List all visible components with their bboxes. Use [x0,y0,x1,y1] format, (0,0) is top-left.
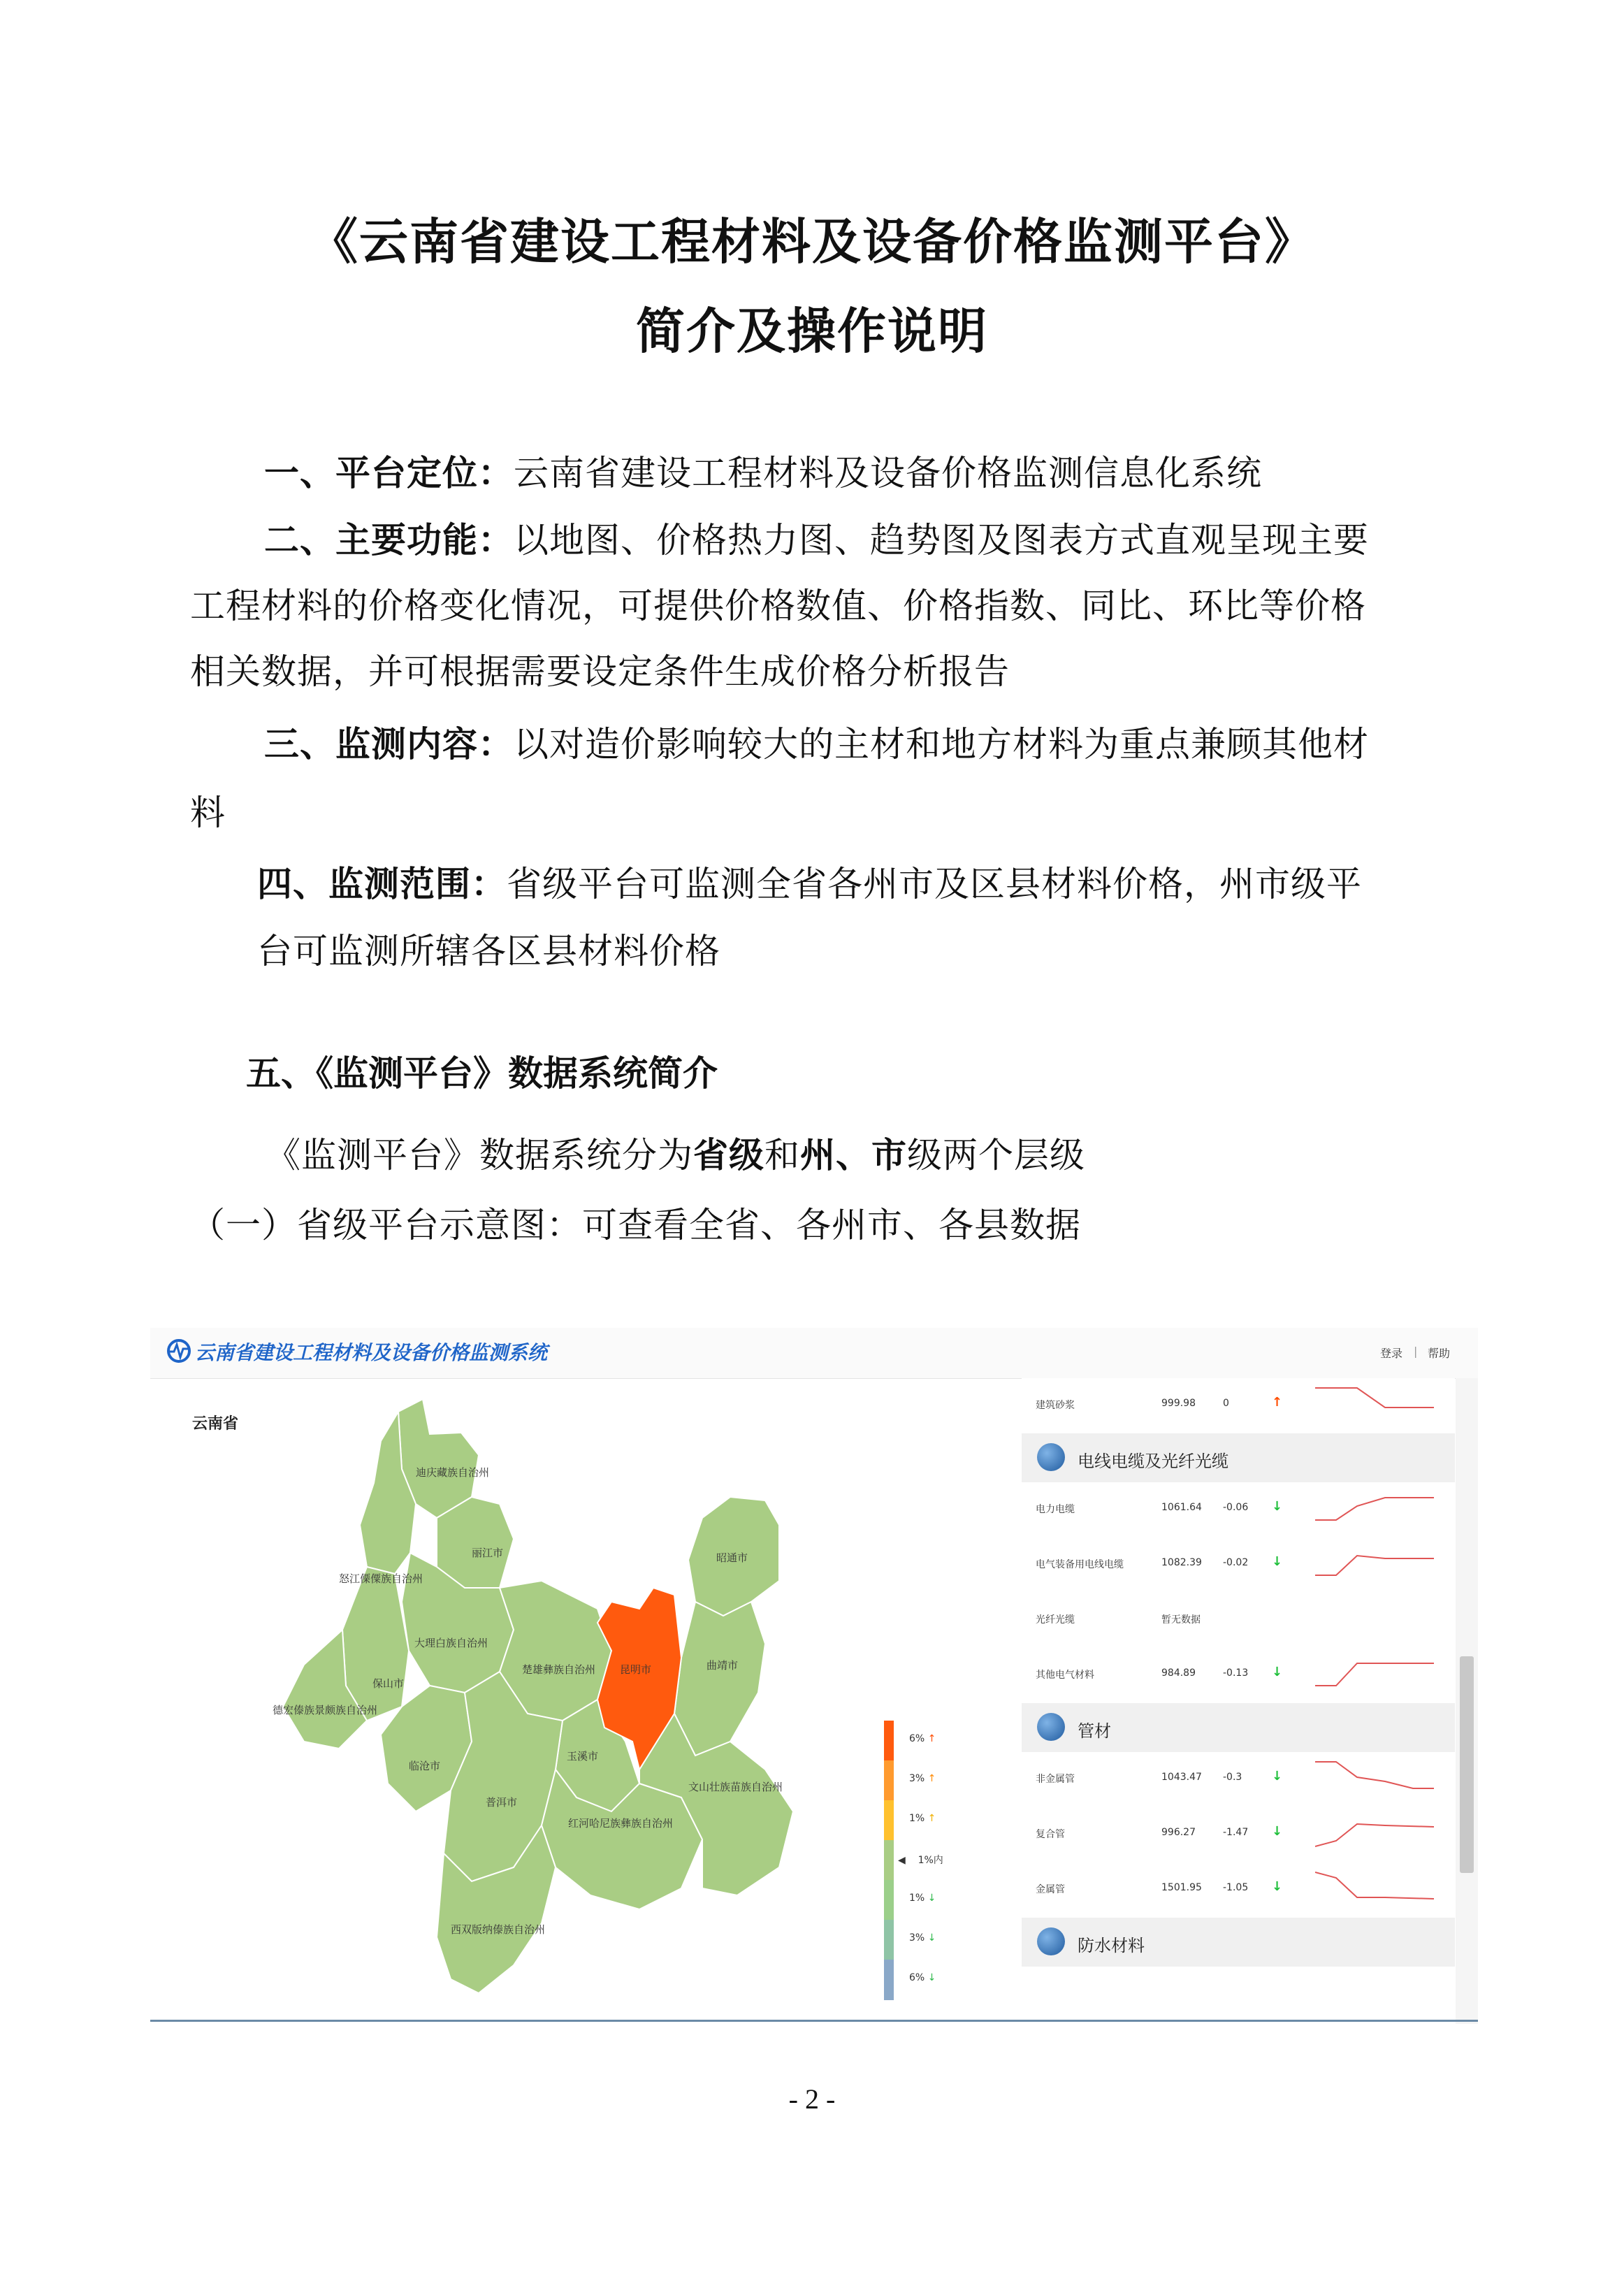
category-pipe[interactable]: 管材 [1022,1703,1455,1752]
emphasis: 省级 [693,1135,764,1175]
region-label: 昭通市 [716,1551,748,1564]
trend-sparkline [1315,1488,1441,1530]
trend-sparkline [1315,1813,1441,1855]
para-text: 相关数据，并可根据需要设定条件生成价格分析报告 [190,651,1010,692]
legend-label: 3% ↑ [909,1773,936,1784]
screenshot-bottom-rule [150,2020,1478,2022]
list-item[interactable]: 非金属管 1043.47 -0.3 ↓ [1022,1752,1455,1807]
down-arrow-icon: ↓ [1272,1499,1283,1514]
region-label: 怒江傈僳族自治州 [339,1572,423,1585]
region-lijiang [437,1497,514,1588]
region-label: 普洱市 [486,1796,518,1809]
region-label: 临沧市 [409,1760,441,1772]
para-functions [264,520,1369,560]
list-item[interactable]: 复合管 996.27 -1.47 ↓ [1022,1807,1455,1862]
section-heading-5: 五、《监测平台》数据系统简介 [246,1053,718,1094]
trend-sparkline [1315,1758,1441,1800]
map-panel [150,1378,1017,2024]
platform-screenshot [150,1328,1478,2024]
para-text: 工程材料的价格变化情况，可提供价格数值、价格指数、同比、环比等价格 [190,586,1366,626]
list-item[interactable]: 建筑砂浆 999.98 0 ↑ [1022,1378,1455,1433]
region-label: 楚雄彝族自治州 [522,1663,596,1676]
region-label: 西双版纳傣族自治州 [451,1923,546,1936]
trend-sparkline [1315,1868,1441,1910]
down-arrow-icon: ↓ [1272,1554,1283,1569]
region-label: 迪庆藏族自治州 [416,1466,490,1479]
region-label: 大理白族自治州 [414,1637,488,1649]
legend-label: 6% ↑ [909,1733,936,1744]
legend-label: 1% ↑ [909,1813,936,1824]
region-label: 曲靖市 [706,1659,739,1672]
page-number: - 2 - [788,2083,836,2115]
province-name: 云南省 [192,1415,239,1433]
para-text: 台可监测所辖各区县材料价格 [257,931,720,971]
para-heading: 二、主要功能： [264,520,514,560]
material-list-panel [1022,1378,1455,2024]
region-label: 红河哈尼族彝族自治州 [568,1817,674,1830]
region-label: 德宏傣族景颇族自治州 [273,1704,378,1716]
region-label: 昆明市 [620,1663,652,1676]
list-item[interactable]: 光纤光缆 暂无数据 [1036,1614,1201,1626]
login-link[interactable]: 登录 [1380,1347,1403,1360]
category-waterproof[interactable]: 防水材料 [1022,1918,1455,1967]
help-link[interactable]: 帮助 [1428,1347,1451,1360]
para-text: 省级平台可监测全省各州市及区县材料价格，州市级平 [507,864,1362,904]
trend-sparkline [1315,1384,1441,1426]
down-arrow-icon: ↓ [1272,1769,1283,1783]
para-text: 以对造价影响较大的主材和地方材料为重点兼顾其他材 [514,724,1369,765]
trend-sparkline [1315,1543,1441,1585]
region-label: 文山壮族苗族自治州 [688,1781,783,1793]
para-text: 《监测平台》数据系统分为 [266,1135,693,1175]
logo-icon [166,1338,192,1364]
list-item[interactable]: 金属管 1501.95 -1.05 ↓ [1022,1862,1455,1918]
para-scope [257,864,1362,904]
app-title: 云南省建设工程材料及设备价格监测系统 [195,1341,548,1364]
heat-legend [884,1721,894,2000]
trend-sparkline [1315,1654,1441,1695]
header-separator: | [1414,1345,1418,1358]
legend-label: 6% ↓ [909,1972,936,1983]
cable-icon [1037,1443,1065,1471]
app-header [150,1328,1478,1379]
down-arrow-icon: ↓ [1272,1665,1283,1679]
scrollbar-thumb[interactable] [1460,1656,1474,1873]
region-label: 玉溪市 [567,1750,599,1763]
doc-title-line2: 简介及操作说明 [636,303,988,360]
para-positioning [264,453,1262,493]
para-content [264,724,1369,765]
para-heading: 四、监测范围： [257,864,507,904]
legend-label: 1% ↓ [909,1893,936,1904]
para-diagram-caption: （一）省级平台示意图：可查看全省、各州市、各县数据 [190,1205,1081,1245]
up-arrow-icon: ↑ [1272,1395,1283,1410]
pipe-icon [1037,1713,1065,1741]
legend-label: ◀ 1%内 [898,1855,943,1866]
emphasis: 州、市 [800,1135,907,1175]
down-arrow-icon: ↓ [1272,1879,1283,1894]
list-item[interactable]: 电气装备用电线电缆 1082.39 -0.02 ↓ [1022,1537,1455,1593]
down-arrow-icon: ↓ [1272,1824,1283,1839]
region-qujing [674,1602,765,1756]
category-cable[interactable]: 电线电缆及光纤光缆 [1022,1433,1455,1482]
legend-label: 3% ↓ [909,1932,936,1944]
region-label: 保山市 [372,1677,405,1690]
list-item[interactable]: 其他电气材料 984.89 -0.13 ↓ [1022,1648,1455,1703]
para-text: 级两个层级 [907,1135,1085,1175]
waterproof-icon [1037,1927,1065,1955]
para-heading: 三、监测内容： [264,724,514,765]
doc-title-line1: 《云南省建设工程材料及设备价格监测平台》 [309,213,1315,270]
para-levels [266,1135,1085,1175]
region-label: 丽江市 [472,1547,504,1559]
para-text: 以地图、价格热力图、趋势图及图表方式直观呈现主要 [514,520,1369,560]
para-text: 料 [190,793,226,833]
para-heading: 一、平台定位： [264,453,514,493]
list-item[interactable]: 电力电缆 1061.64 -0.06 ↓ [1022,1482,1455,1537]
para-text: 云南省建设工程材料及设备价格监测信息化系统 [514,453,1262,493]
para-text: 和 [764,1135,800,1175]
